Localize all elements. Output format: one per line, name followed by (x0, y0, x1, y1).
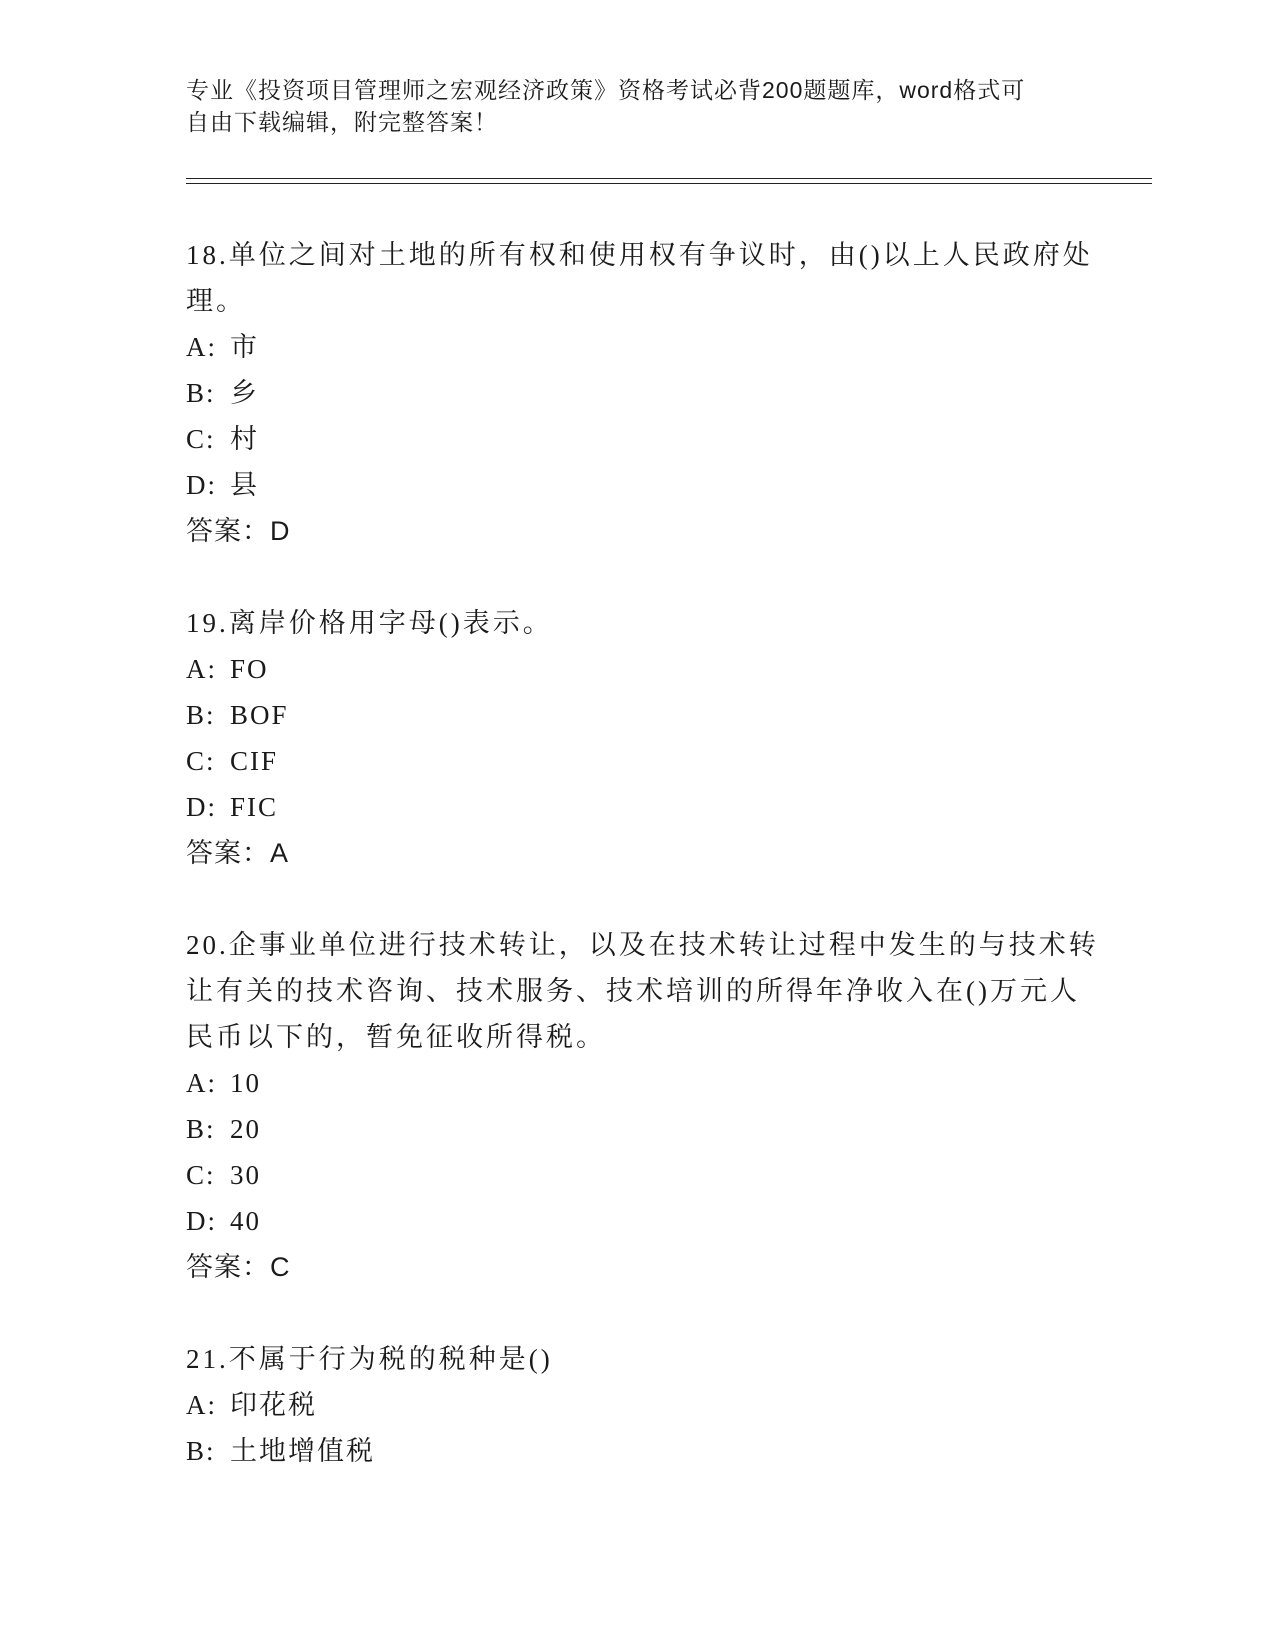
answer-option (186, 692, 1086, 738)
option-text: FIC (230, 792, 279, 822)
option-key: A: (186, 1068, 217, 1098)
answer-option (186, 1198, 1086, 1244)
option-key: C: (186, 424, 216, 454)
question-stem-line: 18.单位之间对土地的所有权和使用权有争议时，由()以上人民政府处 (186, 240, 1093, 270)
question-stem (186, 232, 1093, 324)
question-block (186, 232, 1093, 554)
question-block (186, 1336, 1086, 1474)
option-key: D: (186, 792, 217, 822)
answer-option (186, 1382, 1086, 1428)
answer-option (186, 416, 1086, 462)
option-key: A: (186, 332, 217, 362)
question-stem-line: 让有关的技术咨询、技术服务、技术培训的所得年净收入在()万元人 (186, 976, 1080, 1006)
header-line-2: 自由下载编辑，附完整答案！ (186, 109, 498, 135)
answer-option (186, 1060, 1086, 1106)
answer-option (186, 1152, 1086, 1198)
option-text: 40 (230, 1206, 261, 1236)
option-text: CIF (230, 746, 279, 776)
answer-option (186, 784, 1086, 830)
option-text: 村 (230, 424, 259, 454)
header-line-1: 专业《投资项目管理师之宏观经济政策》资格考试必背200题题库，word格式可 (186, 77, 1026, 103)
document-header (186, 74, 1086, 138)
question-spacer (186, 554, 1086, 600)
answer-line: 答案：A (186, 838, 290, 868)
option-text: 市 (230, 332, 259, 362)
option-key: A: (186, 654, 217, 684)
option-text: 30 (230, 1160, 261, 1190)
option-text: 20 (230, 1114, 261, 1144)
option-key: B: (186, 1114, 216, 1144)
option-key: A: (186, 1390, 217, 1420)
answer-option (186, 370, 1086, 416)
question-stem-line: 20.企事业单位进行技术转让，以及在技术转让过程中发生的与技术转 (186, 930, 1099, 960)
option-key: D: (186, 1206, 217, 1236)
header-divider-bottom (186, 183, 1152, 184)
question-stem-line: 21.不属于行为税的税种是() (186, 1344, 553, 1374)
answer-line: 答案：C (186, 1252, 291, 1282)
answer-option (186, 1428, 1086, 1474)
question-spacer (186, 1290, 1086, 1336)
answer-option (186, 462, 1086, 508)
question-stem-line: 民币以下的，暂免征收所得税。 (186, 1022, 606, 1052)
answer-option (186, 738, 1086, 784)
question-list (186, 232, 1099, 1474)
answer-option (186, 324, 1086, 370)
question-block (186, 600, 1086, 876)
option-key: B: (186, 1436, 216, 1466)
question-spacer (186, 876, 1086, 922)
answer-option (186, 646, 1086, 692)
option-text: 乡 (230, 378, 259, 408)
option-key: B: (186, 700, 216, 730)
question-block (186, 922, 1099, 1290)
question-stem-line: 19.离岸价格用字母()表示。 (186, 608, 553, 638)
question-stem-line: 理。 (186, 286, 246, 316)
option-text: FO (230, 654, 269, 684)
header-divider-top (186, 178, 1152, 179)
question-stem (186, 1336, 1086, 1382)
answer-line: 答案：D (186, 516, 291, 546)
option-text: 印花税 (230, 1390, 317, 1420)
question-stem (186, 600, 1086, 646)
question-stem (186, 922, 1099, 1060)
option-text: 县 (230, 470, 259, 500)
option-text: 10 (230, 1068, 261, 1098)
option-key: B: (186, 378, 216, 408)
option-text: 土地增值税 (230, 1436, 375, 1466)
answer-option (186, 1106, 1086, 1152)
option-text: BOF (230, 700, 289, 730)
option-key: C: (186, 1160, 216, 1190)
option-key: D: (186, 470, 217, 500)
option-key: C: (186, 746, 216, 776)
